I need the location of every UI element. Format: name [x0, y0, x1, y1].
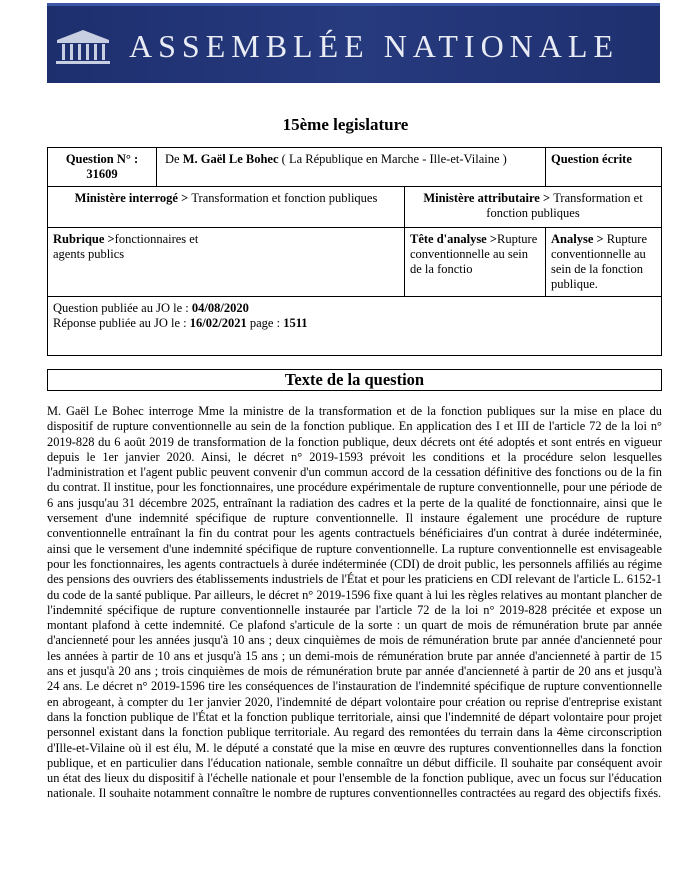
ministere-attributaire: Transformation et fonction publiques — [486, 191, 643, 220]
author-prefix: De — [165, 152, 183, 166]
page-label: page : — [246, 316, 284, 330]
legislature-title: 15ème legislature — [282, 115, 409, 134]
published-date: 04/08/2020 — [191, 301, 249, 315]
header-banner — [47, 3, 660, 83]
rubrique-cell — [48, 228, 405, 297]
analyse: Rupture conventionnelle au sein de la fonction publique. — [551, 232, 648, 291]
analyse-cell — [546, 228, 662, 297]
question-info-table — [47, 147, 662, 356]
publication-cell — [48, 297, 662, 356]
analyse-label: Analyse > — [551, 232, 607, 246]
ministere-attributaire-cell — [405, 187, 662, 228]
ministere-interroge: Transformation et fonction publiques — [191, 191, 378, 205]
ministere-interroge-label: Ministère interrogé > — [74, 191, 192, 205]
tete-analyse-cell — [405, 228, 546, 297]
tete-analyse: Rupture conventionnelle au sein de la fonctio — [410, 232, 538, 276]
banner-stripe — [47, 3, 660, 6]
response-date: 16/02/2021 — [189, 316, 247, 330]
author-name: M. Gaël Le Bohec — [182, 152, 279, 166]
published-label: Question publiée au JO le : — [53, 301, 192, 315]
question-number: 31609 — [86, 167, 118, 181]
author-group: ( La République en Marche - Ille-et-Vilaine ) — [278, 152, 507, 166]
tete-analyse-label: Tête d'analyse > — [410, 232, 497, 246]
question-type: Question écrite — [551, 152, 632, 166]
rubrique-label: Rubrique > — [53, 232, 115, 246]
rubrique: fonctionnaires et agents publics — [53, 232, 199, 261]
banner-title: ASSEMBLÉE NATIONALE — [129, 28, 619, 64]
question-type-cell — [546, 148, 662, 187]
question-number-cell — [48, 148, 157, 187]
assemblee-nationale-logo — [53, 26, 113, 66]
ministere-attributaire-label: Ministère attributaire > — [423, 191, 554, 205]
question-number-label: Question N° : — [65, 152, 139, 166]
response-label: Réponse publiée au JO le : — [53, 316, 190, 330]
section-title: Texte de la question — [47, 369, 662, 391]
ministere-interroge-cell — [48, 187, 405, 228]
page-number: 1511 — [283, 316, 308, 330]
author-cell — [157, 148, 546, 187]
question-text: M. Gaël Le Bohec interroge Mme la ministre de la transformation et de la fonction publiques sur la mise en place du dispositif de rupture conventionnelle au sein de la fonction publique. En application des I et III de l'article 72 de la loi n° 2019-828 du 6 août 2019 de transformation de la fonction publique, deux décrets ont été adoptés et sont entrés en vigueur depuis le 1er janvier 2020. Ainsi, le décret n° 2019-1593 prévoit les conditions et la procédure selon lesquelles l'administration et l'agent public peuvent convenir d'un commun accord de la cessation définitive des fonctions ou de la fin du contrat. Il institue, pour les fonctionnaires, une procédure expérimentale de rupture conventionnelle, pour une période de 6 ans jusqu'au 31 décembre 2025, entraînant la radiation des cadres et la perte de la qualité de fonctionnaire, ainsi que le versement d'une indemnité spécifique de rupture conventionnelle. Il instaure également une procédure de rupture conventionnelle entraînant la fin du contrat pour les agents contractuels bénéficiaires d'un contrat à durée indéterminée, ainsi que le versement d'une indemnité spécifique de rupture conventionnelle. La rupture conventionnelle est envisageable pour les fonctionnaires, les agents contractuels à durée indéterminée (CDI) de droit public, les personnels affiliés au régime des pensions des ouvriers des établissements industriels de l'État et pour les praticiens en CDI relevant de l'article L. 6152-1 du code de la santé publique. Par ailleurs, le décret n° 2019-1596 fixe quant à lui les règles relatives au montant plancher de l'indemnité spécifique de rupture conventionnelle instaurée par l'article 72 de la loi n° 2019-828 précitée et expose un montant plafond à cette indemnité. Ce plafond s'articule de la sorte : un quart de mois de rémunération brute par année d'ancienneté pour les années jusqu'à 10 ans ; deux cinquièmes de mois de rémunération brute par année d'ancienneté pour les années à partir de 10 ans et jusqu'à 15 ans ; un demi-mois de rémunération brute par année d'ancienneté à partir de 15 ans et jusqu'à 20 ans ; trois cinquièmes de mois de rémunération brute par année d'ancienneté à partir de 20 ans et jusqu'à 24 ans. Le décret n° 2019-1596 tire les conséquences de l'instauration de l'indemnité spécifique de rupture conventionnelle en abrogeant, à compter du 1er janvier 2020, l'indemnité de départ volontaire pour création ou reprise d'entreprise existant dans la fonction publique de l'État et la fonction publique territoriale, ainsi que l'indemnité de départ volontaire pour projet personnel existant dans la fonction publique territoriale. Au regard des remontées du terrain dans la 4ème circonscription d'Ille-et-Vilaine où il est élu, M. le député a constaté que la mise en œuvre des ruptures conventionnelles dans la fonction publique, et en particulier dans l'éducation nationale, semble connaître un début difficile. Il souhaite par conséquent avoir un état des lieux du dispositif à l'échelle nationale et pour l'ensemble de la fonction publique, avec un focus sur l'éducation nationale. Il souhaite notamment connaître le nombre de ruptures conventionnelles contractées au regard des objectifs fixés. — [47, 404, 662, 801]
